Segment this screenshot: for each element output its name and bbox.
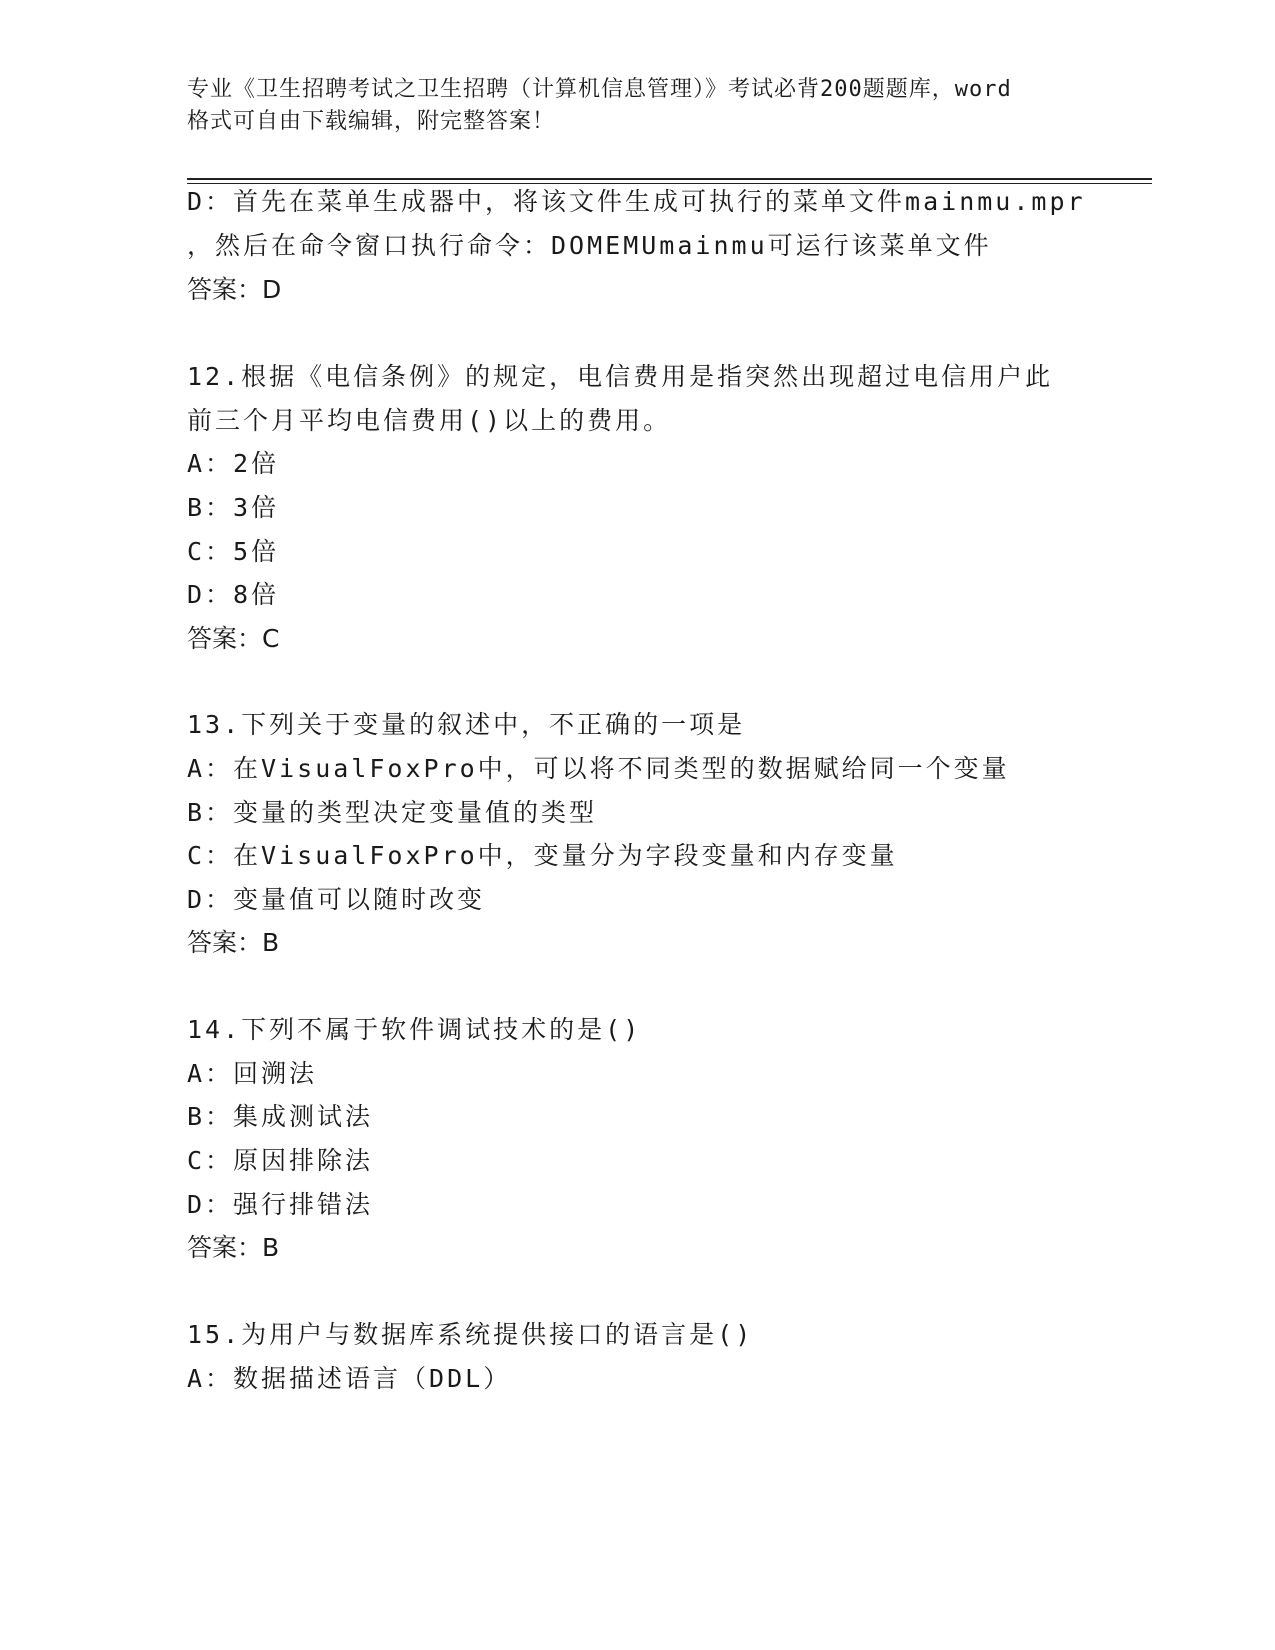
q14-stem: 14.下列不属于软件调试技术的是() xyxy=(187,1015,642,1044)
q14-option-c: C：原因排除法 xyxy=(187,1146,374,1175)
header-line-2: 格式可自由下载编辑，附完整答案！ xyxy=(187,109,556,134)
q13-option-d: D：变量值可以随时改变 xyxy=(187,885,486,914)
header-divider-thin xyxy=(187,183,1152,184)
prev-answer: 答案：D xyxy=(187,275,282,304)
q15-stem: 15.为用户与数据库系统提供接口的语言是() xyxy=(187,1320,754,1349)
q12-stem-line-2: 前三个月平均电信费用()以上的费用。 xyxy=(187,406,672,435)
q12-option-b: B：3倍 xyxy=(187,493,280,522)
prev-option-d-line-1: D：首先在菜单生成器中，将该文件生成可执行的菜单文件mainmu.mpr xyxy=(187,187,1086,216)
q12-option-c: C：5倍 xyxy=(187,537,280,566)
q15-option-a: A：数据描述语言（DDL） xyxy=(187,1364,512,1393)
header-divider-thick xyxy=(187,178,1152,180)
document-header xyxy=(187,74,1087,138)
q14-option-a: A：回溯法 xyxy=(187,1059,318,1088)
prev-option-d-line-2: ，然后在命令窗口执行命令：DOMEMUmainmu可运行该菜单文件 xyxy=(187,231,992,260)
q13-option-c: C：在VisualFoxPro中，变量分为字段变量和内存变量 xyxy=(187,841,898,870)
q12-option-a: A：2倍 xyxy=(187,449,280,478)
q12-answer: 答案：C xyxy=(187,624,280,653)
header-line-1: 专业《卫生招聘考试之卫生招聘（计算机信息管理）》考试必背200题题库，word xyxy=(187,77,1012,102)
q14-answer: 答案：B xyxy=(187,1233,280,1262)
q14-option-d: D：强行排错法 xyxy=(187,1190,374,1219)
q13-option-b: B：变量的类型决定变量值的类型 xyxy=(187,798,598,827)
q13-option-a: A：在VisualFoxPro中，可以将不同类型的数据赋给同一个变量 xyxy=(187,754,1010,783)
q14-option-b: B：集成测试法 xyxy=(187,1102,374,1131)
q13-answer: 答案：B xyxy=(187,928,280,957)
q12-stem-line-1: 12.根据《电信条例》的规定，电信费用是指突然出现超过电信用户此 xyxy=(187,362,1054,391)
q12-option-d: D：8倍 xyxy=(187,580,280,609)
q13-stem: 13.下列关于变量的叙述中，不正确的一项是 xyxy=(187,710,746,739)
